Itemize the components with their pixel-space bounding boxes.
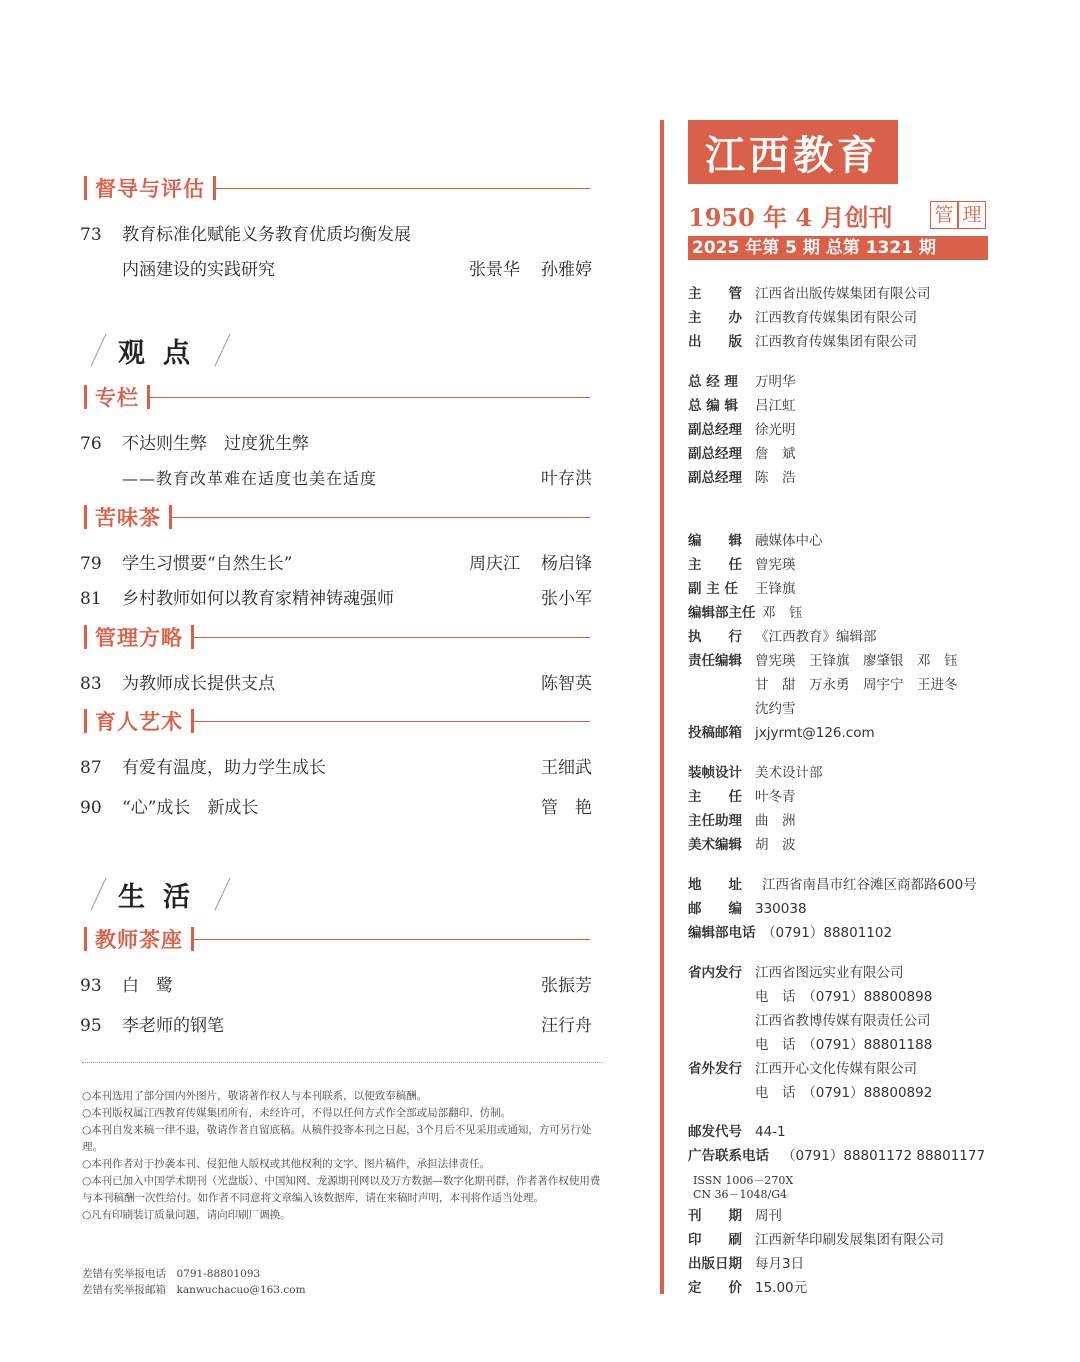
info-key: 主 任 xyxy=(688,557,742,573)
info-value: 叶冬青 xyxy=(755,789,796,805)
info-value: 15.00元 xyxy=(755,1280,808,1296)
info-key: 编 辑 xyxy=(688,533,742,549)
info-key: 总 编 辑 xyxy=(688,398,738,414)
info-key: 定 价 xyxy=(688,1280,742,1296)
info-value: 江西省出版传媒集团有限公司 xyxy=(755,286,931,302)
info-key: 省内发行 xyxy=(688,965,742,981)
info-key: 主任助理 xyxy=(688,813,742,829)
info-key: 印 刷 xyxy=(688,1232,742,1248)
info-value: 周刊 xyxy=(755,1208,782,1224)
info-key: 副总经理 xyxy=(688,470,742,486)
info-key: 编辑部主任 xyxy=(688,605,756,621)
info-value: 330038 xyxy=(755,901,807,917)
divider xyxy=(82,1062,602,1063)
info-key: 副 主 任 xyxy=(688,581,738,597)
info-value: 陈 浩 xyxy=(755,470,796,486)
info-key: 刊 期 xyxy=(688,1208,742,1224)
info-value: （0791）88801102 xyxy=(762,925,893,941)
info-value: 江西新华印刷发展集团有限公司 xyxy=(755,1232,944,1248)
info-value: 融媒体中心 xyxy=(755,533,823,549)
info-key: 主 办 xyxy=(688,310,742,326)
info-value: 胡 波 xyxy=(755,837,796,853)
info-value: 江西省南昌市红谷滩区商都路600号 xyxy=(762,877,977,893)
section-header-teacher-tea: 教师茶座 xyxy=(84,924,590,954)
toc-entry[interactable]: 93 白 鹭 张振芳 xyxy=(80,976,592,996)
info-value: 电 话 （0791）88800892 xyxy=(755,1085,933,1101)
section-header-column: 专栏 xyxy=(84,382,590,412)
info-key: 邮 编 xyxy=(688,901,742,917)
category-viewpoint: 观点 xyxy=(84,330,238,370)
info-key: 总 经 理 xyxy=(688,374,738,390)
info-value: 电 话 （0791）88800898 xyxy=(755,989,933,1005)
info-value: 沈约雪 xyxy=(755,701,796,717)
info-value: 江西教育传媒集团有限公司 xyxy=(755,310,917,326)
info-key: 广告联系电话 xyxy=(688,1148,769,1164)
cn-number: CN 36－1048/G4 xyxy=(693,1188,788,1201)
info-value: 吕江虹 xyxy=(755,398,796,414)
toc-entry[interactable]: 79 学生习惯要“自然生长” 周庆江 杨启锋 xyxy=(80,554,592,574)
toc-entry-continued[interactable]: ——教育改革难在适度也美在适度 叶存洪 xyxy=(122,469,592,489)
info-value: 江西教育传媒集团有限公司 xyxy=(755,334,917,350)
info-value: 江西省教博传媒有限责任公司 xyxy=(755,1013,931,1029)
info-value: 《江西教育》编辑部 xyxy=(755,629,877,645)
toc-entry[interactable]: 95 李老师的钢笔 汪行舟 xyxy=(80,1016,592,1036)
info-value: 邓 钰 xyxy=(762,605,803,621)
issue-number: 2025 年第 5 期 总第 1321 期 xyxy=(688,236,988,260)
info-key: 执 行 xyxy=(688,629,742,645)
toc-entry[interactable]: 83 为教师成长提供支点 陈智英 xyxy=(80,674,592,694)
info-value: 万明华 xyxy=(755,374,796,390)
info-key: 副总经理 xyxy=(688,422,742,438)
info-key: 副总经理 xyxy=(688,446,742,462)
info-value: 每月3日 xyxy=(755,1256,805,1272)
category-badge: 理 xyxy=(958,201,986,229)
info-value: 甘 甜 万永勇 周宇宁 王进冬 xyxy=(755,677,958,693)
info-value: 徐光明 xyxy=(755,422,796,438)
report-email[interactable]: 差错有奖举报邮箱 kanwuchacuo@163.com xyxy=(82,1284,306,1296)
toc-entry[interactable]: 81 乡村教师如何以教育家精神铸魂强师 张小军 xyxy=(80,589,592,609)
toc-entry[interactable]: 76 不达则生弊 过度犹生弊 xyxy=(80,434,309,454)
info-value: 江西省图远实业有限公司 xyxy=(755,965,904,981)
info-key: 投稿邮箱 xyxy=(688,725,742,741)
toc-entry-continued[interactable]: 内涵建设的实践研究 张景华 孙雅婷 xyxy=(122,260,592,280)
vertical-rule xyxy=(660,120,664,1294)
info-value: 44-1 xyxy=(755,1124,786,1140)
info-value: 美术设计部 xyxy=(755,765,823,781)
toc-entry[interactable]: 73 教育标准化赋能义务教育优质均衡发展 xyxy=(80,225,411,245)
info-key: 出 版 xyxy=(688,334,742,350)
info-value: （0791）88801172 88801177 xyxy=(782,1148,986,1164)
info-key: 地 址 xyxy=(688,877,742,893)
category-badge: 管 xyxy=(930,201,958,229)
section-header-management: 管理方略 xyxy=(84,622,590,652)
info-value: 曾宪瑛 王锋旗 廖肇银 邓 钰 xyxy=(755,653,958,669)
info-key: 省外发行 xyxy=(688,1061,742,1077)
info-key: 责任编辑 xyxy=(688,653,742,669)
info-value[interactable]: jxjyrmt@126.com xyxy=(755,725,875,741)
info-value: 曾宪瑛 xyxy=(755,557,796,573)
section-header-bitter-tea: 苦味茶 xyxy=(84,502,590,532)
report-phone: 差错有奖举报电话 0791-88801093 xyxy=(82,1268,261,1280)
info-key: 邮发代号 xyxy=(688,1124,742,1140)
toc-entry[interactable]: 90 “心”成长 新成长 管 艳 xyxy=(80,798,592,818)
info-value: 王锋旗 xyxy=(755,581,796,597)
info-key: 编辑部电话 xyxy=(688,925,756,941)
info-value: 江西开心文化传媒有限公司 xyxy=(755,1061,917,1077)
issn: ISSN 1006－270X xyxy=(693,1174,794,1187)
category-life: 生活 xyxy=(84,874,238,914)
toc-entry[interactable]: 87 有爱有温度，助力学生成长 王细武 xyxy=(80,758,592,778)
info-key: 美术编辑 xyxy=(688,837,742,853)
info-value: 詹 斌 xyxy=(755,446,796,462)
section-title: 督导与评估 xyxy=(95,177,205,201)
section-header-supervision xyxy=(84,173,590,203)
notice-block: ○本刊选用了部分国内外图片，敬请著作权人与本刊联系，以便致奉稿酬。 ○本刊版权属江西教育传媒集团所有，未经许可，不得以任何方式作全部或局部翻印、仿制。 ○本刊自发来稿一律不退，敬请作者自留底稿。从稿件投寄本刊之日起，3个月后不见采用或通知，方可另行处理。 ○本刊作者对于抄袭本刊、侵犯他人版权或其他权利的文字、图片稿件，承担法律责任。 ○本刊已加入中国学术期刊（光盘版）、中国知网、龙源期刊网以及万方数据—数字化期刊群，作者著作权使用费与本刊稿酬一次性给付。如作者不同意将文章编入该数据库，请在来稿时声明，本刊将作适当处理。 ○凡有印刷装订质量问题，请向印刷厂调换。 xyxy=(82,1090,601,1221)
info-key: 装帧设计 xyxy=(688,765,742,781)
info-key: 出版日期 xyxy=(688,1256,742,1272)
magazine-logo: 江西教育 xyxy=(688,120,898,184)
info-value: 曲 洲 xyxy=(755,813,796,829)
info-value: 电 话 （0791）88801188 xyxy=(755,1037,933,1053)
info-key: 主 任 xyxy=(688,789,742,805)
info-key: 主 管 xyxy=(688,286,742,302)
founded-date: 1950 年 4 月创刊 xyxy=(688,203,893,232)
section-header-nurture: 育人艺术 xyxy=(84,706,590,736)
